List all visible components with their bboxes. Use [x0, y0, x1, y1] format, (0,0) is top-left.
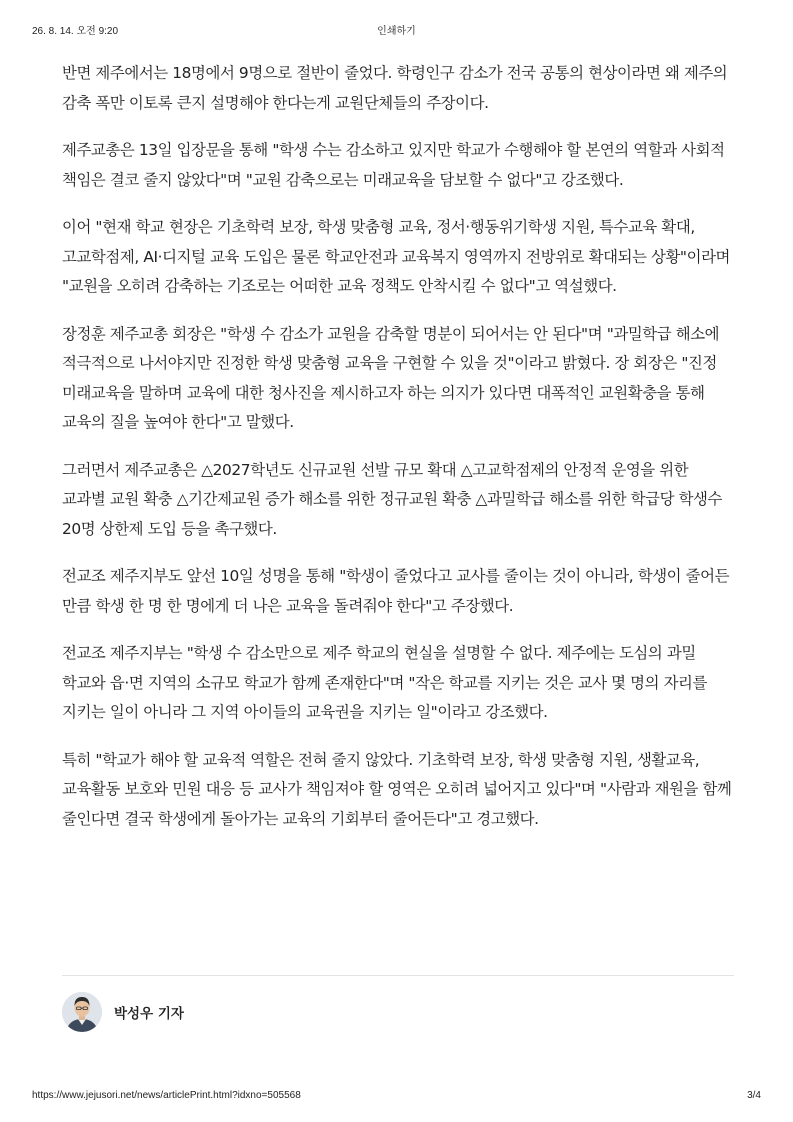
article-paragraph: 장정훈 제주교총 회장은 "학생 수 감소가 교원을 감축할 명분이 되어서는 안 된다"며 "과밀학급 해소에 적극적으로 나서야지만 진정한 학생 맞춤형 교육을 구현할 수 있을 것"이라고 밝혔다. 장 회장은 "진정 미래교육을 말하며 교육에 대한 청사진을 제시하고자 하는 의지가 있다면 대폭적인 교원확충을 통해 교육의 질을 높여야 한다"고 말했다. — [62, 324, 720, 431]
article-paragraph: 전교조 제주지부는 "학생 수 감소만으로 제주 학교의 현실을 설명할 수 없다. 제주에는 도심의 과밀 학교와 읍·면 지역의 소규모 학교가 함께 존재한다"며 "작은 학교를 지키는 것은 교사 몇 명의 자리를 지키는 일이 아니라 그 지역 아이들의 교육권을 지키는 일"이라고 강조했다. — [62, 644, 707, 721]
author-divider — [62, 975, 734, 976]
article-paragraph: 제주교총은 13일 입장문을 통해 "학생 수는 감소하고 있지만 학교가 수행해야 할 본연의 역할과 사회적 책임은 결코 줄지 않았다"며 "교원 감축으로는 미래교육을 담보할 수 없다"고 강조했다. — [62, 141, 725, 189]
article-paragraph: 전교조 제주지부도 앞선 10일 성명을 통해 "학생이 줄었다고 교사를 줄이는 것이 아니라, 학생이 줄어든 만큼 학생 한 명 한 명에게 더 나은 교육을 돌려줘야 한다"고 주장했다. — [62, 567, 730, 615]
print-url: https://www.jejusori.net/news/articlePrint.html?idxno=505568 — [32, 1090, 301, 1101]
author-byline — [62, 991, 184, 1033]
article-paragraph: 반면 제주에서는 18명에서 9명으로 절반이 줄었다. 학령인구 감소가 전국 공통의 현상이라면 왜 제주의 감축 폭만 이토록 큰지 설명해야 한다는게 교원단체들의 주장이다. — [62, 64, 728, 112]
page-number: 3/4 — [747, 1090, 761, 1101]
article-paragraph: 이어 "현재 학교 현장은 기초학력 보장, 학생 맞춤형 교육, 정서·행동위기학생 지원, 특수교육 확대, 고교학점제, AI·디지털 교육 도입은 물론 학교안전과 교육복지 영역까지 전방위로 확대되는 상황"이라며 "교원을 오히려 감축하는 기조로는 어떠한 교육 정책도 안착시킬 수 없다"고 역설했다. — [62, 218, 731, 295]
article-paragraph: 그러면서 제주교총은 △2027학년도 신규교원 선발 규모 확대 △고교학점제의 안정적 운영을 위한 교과별 교원 확충 △기간제교원 증가 해소를 위한 정규교원 확충 △과밀학급 해소를 위한 학급당 학생수 20명 상한제 도입 등을 촉구했다. — [62, 460, 722, 538]
article-paragraph: 특히 "학교가 해야 할 교육적 역할은 전혀 줄지 않았다. 기초학력 보장, 학생 맞춤형 지원, 생활교육, 교육활동 보호와 민원 대응 등 교사가 책임져야 할 영역은 오히려 넓어지고 있다"며 "사람과 재원을 함께 줄인다면 결국 학생에게 돌아가는 교육의 기회부터 줄어든다"고 경고했다. — [62, 750, 732, 828]
reporter-avatar — [62, 992, 102, 1032]
print-header — [0, 22, 793, 36]
print-datetime: 26. 8. 14. 오전 9:20 — [32, 26, 119, 37]
print-title: 인쇄하기 — [377, 26, 416, 37]
article-body — [62, 59, 734, 852]
print-footer — [0, 1090, 793, 1104]
reporter-portrait-icon — [62, 992, 102, 1032]
author-name: 박성우 기자 — [114, 1006, 184, 1022]
